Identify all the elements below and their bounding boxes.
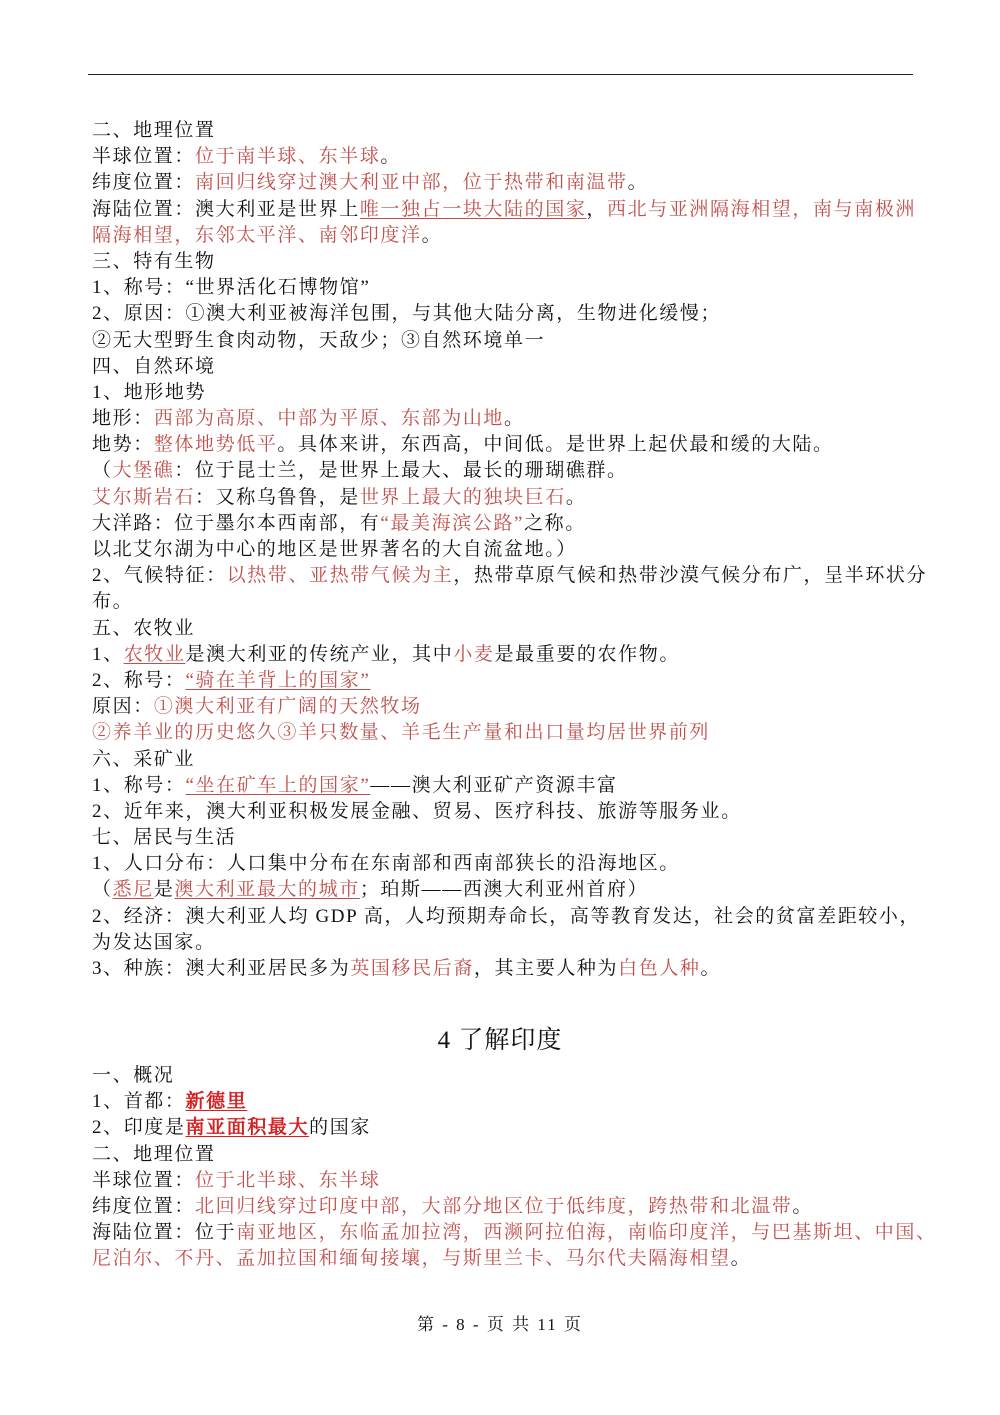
text-segment: 是: [153, 879, 175, 901]
text-segment: 1、首都：: [92, 1091, 186, 1113]
highlighted-text: 南亚地区，东临孟加拉湾，西濒阿拉伯海，南临印度洋，与巴基斯坦、中国、: [236, 1222, 937, 1244]
australia-section: [92, 118, 928, 982]
highlighted-text: 西北与亚洲隔海相望，南与南极洲: [607, 198, 917, 220]
text-segment: 纬度位置：: [92, 1195, 196, 1217]
text-line: [92, 1063, 922, 1089]
text-segment: 。: [421, 224, 443, 246]
text-line: [92, 930, 922, 956]
highlighted-text: 唯一独占一块大陆的国家: [359, 198, 587, 220]
highlighted-text: ②养羊业的历史悠久③羊只数量、羊毛生产量和出口量均居世界前列: [92, 722, 711, 744]
text-segment: 是澳大利亚的传统产业，其中: [185, 643, 454, 665]
text-segment: 1、人口分布：人口集中分布在东南部和西南部狭长的沿海地区。: [92, 853, 680, 875]
highlighted-text: 世界上最大的独块巨石: [359, 486, 566, 508]
highlighted-text: 位于南半球、东半球: [195, 146, 381, 168]
text-segment: 二、地理位置: [92, 120, 216, 141]
text-segment: 半球位置：: [92, 146, 196, 168]
highlighted-text: 西部为高原、中部为平原、东部为山地: [153, 408, 505, 430]
text-segment: 。: [504, 408, 525, 430]
text-segment: （: [92, 879, 113, 901]
text-line: [92, 589, 922, 615]
text-line: [92, 458, 922, 484]
text-line: [92, 747, 922, 773]
text-line: [92, 642, 922, 668]
text-line: [92, 1194, 922, 1220]
text-segment: 2、印度是: [92, 1117, 186, 1139]
text-segment: 布。: [92, 591, 134, 613]
highlighted-text: 南回归线穿过澳大利亚中部，位于热带和南温带: [195, 172, 628, 194]
india-section: [92, 1063, 937, 1273]
text-line: [92, 720, 922, 746]
text-segment: 五、农牧业: [92, 617, 196, 639]
highlighted-text: 悉尼: [112, 879, 154, 901]
highlighted-text: 整体地势低平: [153, 434, 278, 456]
text-segment: 七、居民与生活: [92, 827, 237, 849]
highlighted-text: 北回归线穿过印度中部，大部分地区位于低纬度，跨热带和北温带: [195, 1195, 793, 1217]
text-segment: 。: [792, 1195, 814, 1217]
text-segment: 海陆位置：位于: [92, 1222, 237, 1244]
text-segment: 3、种族：澳大利亚居民多为: [92, 958, 351, 979]
text-line: [92, 825, 922, 851]
text-line: [92, 1246, 922, 1272]
text-segment: 1、: [92, 643, 124, 665]
text-segment: 四、自然环境: [92, 355, 216, 377]
text-segment: 大洋路：位于墨尔本西南部，有: [92, 512, 381, 534]
text-line: [92, 1220, 937, 1246]
text-segment: 地势：: [92, 434, 154, 456]
text-segment: ——澳大利亚矿产资源丰富: [370, 774, 618, 796]
text-line: [92, 956, 922, 982]
text-segment: ：又称乌鲁鲁，是: [195, 486, 360, 508]
text-segment: ：位于昆士兰，是世界上最大、最长的珊瑚礁群。: [174, 460, 628, 482]
header-rule: [88, 74, 913, 75]
text-segment: 。: [380, 146, 402, 168]
text-line: [92, 773, 922, 799]
highlighted-text: 小麦: [453, 643, 495, 665]
text-line: [92, 275, 922, 301]
text-segment: 2、原因：①澳大利亚被海洋包围，与其他大陆分离，生物进化缓慢；: [92, 303, 722, 325]
text-line: [92, 328, 922, 354]
text-line: [92, 877, 922, 903]
text-line: [92, 537, 922, 563]
text-line: [92, 694, 922, 720]
text-segment: 。: [627, 172, 649, 194]
highlighted-text: “骑在羊背上的国家”: [185, 669, 371, 691]
highlighted-text: 大堡礁: [112, 460, 175, 482]
text-line: [92, 904, 922, 930]
highlighted-text: 位于北半球、东半球: [195, 1169, 381, 1191]
highlighted-text: 农牧业: [123, 643, 186, 665]
text-segment: 2、气候特征：: [92, 565, 227, 587]
text-line: [92, 851, 922, 877]
text-line: [92, 380, 922, 406]
text-line: [92, 1142, 922, 1168]
highlighted-text: “最美海滨公路”: [380, 512, 525, 534]
text-segment: 。具体来讲，东西高，中间低。是世界上起伏最和缓的大陆。: [277, 434, 834, 456]
text-segment: 的国家: [309, 1117, 371, 1139]
text-segment: 。: [730, 1248, 752, 1270]
text-line: [92, 223, 922, 249]
text-line: [92, 118, 922, 144]
text-segment: ，热带草原气候和热带沙漠气候分布广，呈半环状分: [453, 565, 928, 587]
text-segment: 2、经济：澳大利亚人均 GDP 高，人均预期寿命长，高等教育发达，社会的贫富差距较小，: [92, 905, 921, 927]
section-title: 4 了解印度: [437, 1027, 563, 1054]
text-segment: 以北艾尔湖为中心的地区是世界著名的大自流盆地。）: [92, 539, 577, 560]
text-segment: 地形：: [92, 408, 154, 430]
text-segment: ，: [586, 198, 608, 220]
text-line: [92, 197, 922, 223]
text-line: [92, 1115, 922, 1141]
text-line: [92, 1168, 922, 1194]
text-line: [92, 249, 922, 275]
text-segment: ；珀斯——西澳大利亚州首府）: [359, 879, 649, 901]
text-segment: （: [92, 460, 113, 482]
text-segment: 1、称号：: [92, 774, 186, 796]
text-segment: 1、地形地势: [92, 381, 207, 403]
text-line: [92, 406, 922, 432]
text-segment: 三、特有生物: [92, 250, 216, 272]
highlighted-text: 澳大利亚最大的城市: [174, 879, 360, 901]
highlighted-text: ①澳大利亚有广阔的天然牧场: [153, 696, 422, 718]
text-line: [92, 144, 922, 170]
text-line: [92, 799, 922, 825]
text-segment: ，其主要人种为: [473, 958, 619, 979]
text-segment: 2、近年来，澳大利亚积极发展金融、贸易、医疗科技、旅游等服务业。: [92, 800, 742, 822]
text-segment: 为发达国家。: [92, 931, 216, 953]
highlighted-text: 隔海相望，东邻太平洋、南邻印度洋: [92, 224, 422, 246]
text-segment: 一、概况: [92, 1065, 175, 1086]
text-line: [92, 485, 922, 511]
text-segment: 2、称号：: [92, 669, 186, 691]
text-segment: 是最重要的农作物。: [494, 643, 680, 665]
text-segment: 之称。: [524, 512, 586, 534]
highlighted-text: 尼泊尔、不丹、孟加拉国和缅甸接壤，与斯里兰卡、马尔代夫隔海相望: [92, 1248, 731, 1270]
text-segment: ②无大型野生食肉动物，天敌少；③自然环境单一: [92, 329, 546, 351]
highlighted-text: 艾尔斯岩石: [92, 486, 196, 508]
text-segment: 1、称号：“世界活化石博物馆”: [92, 277, 371, 299]
text-line: [92, 1089, 922, 1115]
text-line: [92, 511, 922, 537]
text-segment: 二、地理位置: [92, 1143, 216, 1165]
highlighted-text: 新德里: [185, 1091, 248, 1113]
text-segment: 。: [565, 486, 587, 508]
highlighted-text: “坐在矿车上的国家”: [185, 774, 371, 796]
text-line: [92, 170, 922, 196]
highlighted-text: 英国移民后裔: [350, 958, 474, 979]
text-segment: 纬度位置：: [92, 172, 196, 194]
text-segment: 六、采矿业: [92, 748, 196, 770]
text-line: [92, 616, 922, 642]
highlighted-text: 白色人种: [618, 958, 701, 979]
text-line: [92, 301, 922, 327]
page-footer: 第 - 8 - 页 共 11 页: [417, 1315, 583, 1334]
text-line: [92, 354, 922, 380]
text-line: [92, 563, 928, 589]
text-line: [92, 668, 922, 694]
text-segment: 原因：: [92, 696, 154, 718]
highlighted-text: 以热带、亚热带气候为主: [226, 565, 454, 587]
highlighted-text: 南亚面积最大: [185, 1117, 310, 1139]
text-segment: 半球位置：: [92, 1169, 196, 1191]
text-segment: 海陆位置：澳大利亚是世界上: [92, 198, 360, 220]
text-segment: 。: [700, 958, 722, 979]
text-line: [92, 432, 922, 458]
